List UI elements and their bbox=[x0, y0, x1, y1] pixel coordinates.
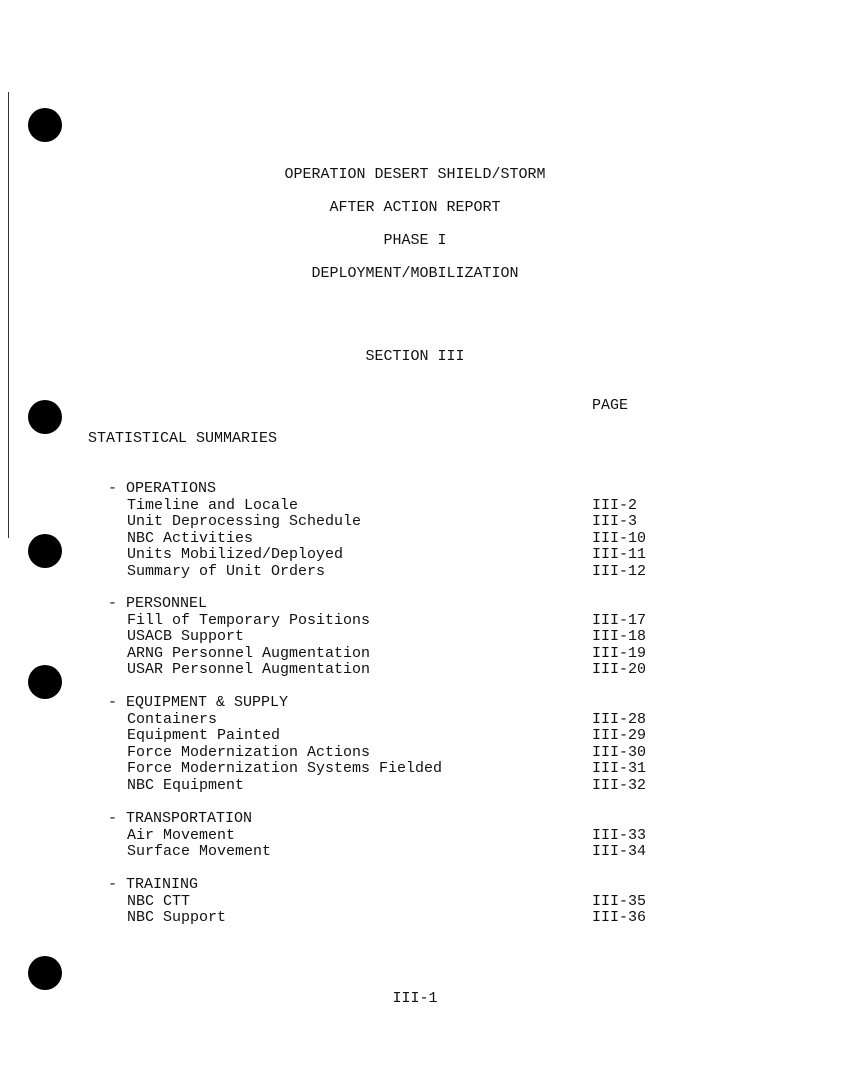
toc-entry bbox=[127, 910, 668, 927]
toc-entry bbox=[127, 844, 668, 861]
toc-entry-label: USAR Personnel Augmentation bbox=[127, 661, 371, 678]
toc-entry bbox=[127, 745, 668, 762]
toc-entry bbox=[127, 514, 668, 531]
punch-hole-1 bbox=[28, 108, 62, 142]
page-column-label: PAGE bbox=[592, 397, 629, 414]
toc-entry-label: ARNG Personnel Augmentation bbox=[127, 644, 371, 662]
toc-entry-page: III-31 bbox=[592, 760, 647, 777]
toc-group-training bbox=[108, 877, 668, 927]
toc-entry-label: NBC Equipment bbox=[127, 776, 245, 794]
toc-group-title: - OPERATIONS bbox=[108, 480, 217, 497]
toc-entry-label: Force Modernization Actions bbox=[127, 743, 371, 761]
toc-entry bbox=[127, 778, 668, 795]
toc-entry-label: NBC Activities bbox=[127, 529, 254, 547]
toc-entry-label: NBC CTT bbox=[127, 892, 191, 910]
toc-entry-page: III-3 bbox=[592, 513, 638, 530]
toc-entry bbox=[127, 761, 668, 778]
toc-entry-label: Surface Movement bbox=[127, 843, 272, 860]
toc-entry-page: III-35 bbox=[592, 892, 647, 910]
toc-group-equipment-supply bbox=[108, 695, 668, 794]
header-line-4: DEPLOYMENT/MOBILIZATION bbox=[311, 265, 519, 282]
toc-entry-page: III-33 bbox=[592, 826, 647, 844]
main-heading: STATISTICAL SUMMARIES bbox=[88, 430, 278, 447]
punch-hole-5 bbox=[28, 956, 62, 990]
toc-entry bbox=[127, 498, 668, 515]
toc-entry-page: III-34 bbox=[592, 843, 647, 860]
scan-edge-line bbox=[8, 92, 9, 538]
toc-entry-label: Containers bbox=[127, 710, 218, 728]
toc-entry-page: III-28 bbox=[592, 710, 647, 728]
toc-entry-page: III-30 bbox=[592, 743, 647, 761]
toc-group-operations bbox=[108, 481, 668, 580]
header-line-3: PHASE I bbox=[383, 232, 447, 249]
punch-hole-3 bbox=[28, 534, 62, 568]
toc-entry-label: USACB Support bbox=[127, 628, 245, 645]
toc-entry-label: Summary of Unit Orders bbox=[127, 562, 326, 580]
toc-entry bbox=[127, 531, 668, 548]
toc-group-title: - TRAINING bbox=[108, 876, 199, 893]
toc-entry-page: III-36 bbox=[592, 909, 647, 926]
toc-entry bbox=[127, 728, 668, 745]
section-title: SECTION III bbox=[365, 348, 465, 365]
toc-group-title: - EQUIPMENT & SUPPLY bbox=[108, 694, 289, 711]
punch-hole-4 bbox=[28, 665, 62, 699]
toc-entry-label: Fill of Temporary Positions bbox=[127, 611, 371, 629]
toc-group-personnel bbox=[108, 596, 668, 679]
footer-page-number: III-1 bbox=[392, 990, 438, 1007]
toc-entry-page: III-20 bbox=[592, 661, 647, 678]
toc-entry-page: III-17 bbox=[592, 611, 647, 629]
toc-entry bbox=[127, 894, 668, 911]
toc-entry-page: III-2 bbox=[592, 496, 638, 514]
header-line-2: AFTER ACTION REPORT bbox=[329, 199, 501, 216]
toc-group-title: - TRANSPORTATION bbox=[108, 810, 253, 827]
toc-entry bbox=[127, 629, 668, 646]
toc-group-transportation bbox=[108, 811, 668, 861]
toc-entry-label: Timeline and Locale bbox=[127, 496, 299, 514]
toc-entry bbox=[127, 547, 668, 564]
toc-entry-label: Air Movement bbox=[127, 826, 236, 844]
toc-entry-label: Force Modernization Systems Fielded bbox=[127, 760, 443, 777]
toc-entry-page: III-29 bbox=[592, 727, 647, 744]
toc-entry bbox=[127, 828, 668, 845]
toc-entry bbox=[127, 662, 668, 679]
toc-entry bbox=[127, 646, 668, 663]
toc-entry-label: Units Mobilized/Deployed bbox=[127, 546, 344, 563]
header-line-1: OPERATION DESERT SHIELD/STORM bbox=[284, 166, 546, 183]
toc-entry-label: Unit Deprocessing Schedule bbox=[127, 513, 362, 530]
punch-hole-2 bbox=[28, 400, 62, 434]
toc-entry-label: Equipment Painted bbox=[127, 727, 281, 744]
toc-entry-label: NBC Support bbox=[127, 909, 227, 926]
toc-entry bbox=[127, 712, 668, 729]
toc-entry-page: III-32 bbox=[592, 776, 647, 794]
toc-entry-page: III-11 bbox=[592, 546, 647, 563]
toc-group-title: - PERSONNEL bbox=[108, 595, 208, 612]
toc-entry bbox=[127, 564, 668, 581]
toc-entry-page: III-12 bbox=[592, 562, 647, 580]
toc-entry bbox=[127, 613, 668, 630]
toc-entry-page: III-18 bbox=[592, 628, 647, 645]
toc-entry-page: III-10 bbox=[592, 529, 647, 547]
toc-entry-page: III-19 bbox=[592, 644, 647, 662]
